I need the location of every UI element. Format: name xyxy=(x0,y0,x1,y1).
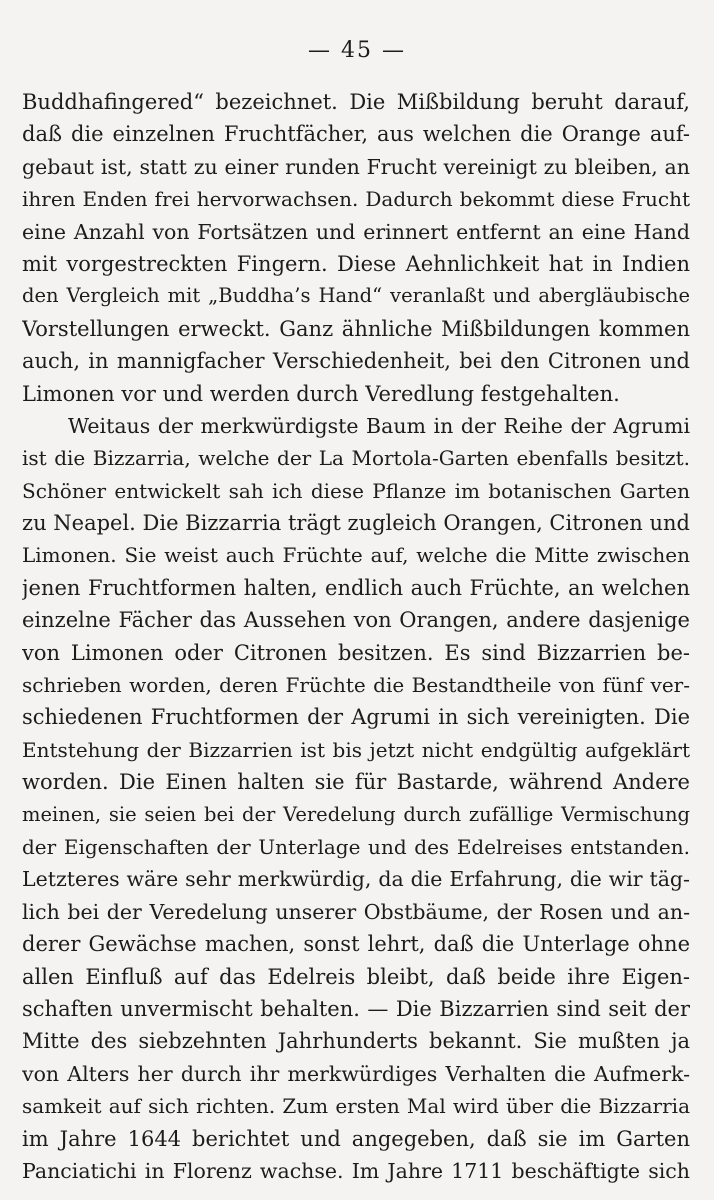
text-line: Vorstellungen erweckt. Ganz ähnliche Mißbildungen kommen xyxy=(22,316,690,341)
text-line: Entstehung der Bizzarrien ist bis jetzt nicht endgültig aufgeklärt xyxy=(22,737,690,762)
text-line: schaften unvermischt behalten. — Die Bizzarrien sind seit der xyxy=(22,996,690,1021)
text-line: daß die einzelnen Fruchtfächer, aus welchen die Orange auf- xyxy=(22,122,690,147)
text-line: zu Neapel. Die Bizzarria trägt zugleich Orangen, Citronen und xyxy=(22,511,690,536)
text-line: auch, in mannigfacher Verschiedenheit, bei den Citronen und xyxy=(22,349,690,374)
text-line: lich bei der Veredelung unserer Obstbäume, der Rosen und an- xyxy=(22,899,690,924)
text-line: von Alters her durch ihr merkwürdiges Verhalten die Aufmerk- xyxy=(22,1061,690,1086)
page-number: — 45 — xyxy=(308,38,406,63)
text-line: Limonen. Sie weist auch Früchte auf, welche die Mitte zwischen xyxy=(22,543,690,568)
text-line: mit vorgestreckten Fingern. Diese Aehnlichkeit hat in Indien xyxy=(22,251,690,276)
text-line: Letzteres wäre sehr merkwürdig, da die Erfahrung, die wir täg- xyxy=(22,867,690,892)
text-line: schiedenen Fruchtformen der Agrumi in sich vereinigten. Die xyxy=(22,705,690,730)
text-line: eine Anzahl von Fortsätzen und erinnert entfernt an eine Hand xyxy=(22,219,690,244)
text-line: gebaut ist, statt zu einer runden Frucht vereinigt zu bleiben, an xyxy=(22,154,690,179)
text-line: von Limonen oder Citronen besitzen. Es sind Bizzarrien be- xyxy=(22,640,690,665)
text-line: im Jahre 1644 berichtet und angegeben, daß sie im Garten xyxy=(22,1126,690,1151)
text-line: den Vergleich mit „Buddha’s Hand“ veranlaßt und abergläubische xyxy=(22,284,690,308)
text-line: meinen, sie seien bei der Veredelung durch zufällige Vermischung xyxy=(22,802,690,826)
text-line: Buddhafingered“ bezeichnet. Die Mißbildung beruht darauf, xyxy=(22,90,690,114)
text-line: allen Einfluß auf das Edelreis bleibt, daß beide ihre Eigen- xyxy=(22,964,690,989)
text-line: Limonen vor und werden durch Veredlung festgehalten. xyxy=(22,381,620,406)
text-line: einzelne Fächer das Aussehen von Orangen, andere dasjenige xyxy=(22,608,690,633)
text-line: der Eigenschaften der Unterlage und des Edelreises entstanden. xyxy=(22,834,690,859)
text-line: samkeit auf sich richten. Zum ersten Mal wird über die Bizzarria xyxy=(22,1094,690,1119)
text-line: derer Gewächse machen, sonst lehrt, daß die Unterlage ohne xyxy=(22,932,690,957)
text-line: jenen Fruchtformen halten, endlich auch Früchte, an welchen xyxy=(22,575,690,600)
text-line: worden. Die Einen halten sie für Bastarde, während Andere xyxy=(22,770,690,795)
body-text xyxy=(22,86,690,1187)
text-line: ist die Bizzarria, welche der La Mortola-Garten ebenfalls besitzt. xyxy=(22,446,690,471)
text-line: ihren Enden frei hervorwachsen. Dadurch bekommt diese Frucht xyxy=(22,187,690,212)
text-line: Mitte des siebzehnten Jahrhunderts bekannt. Sie mußten ja xyxy=(22,1029,690,1054)
text-line: schrieben worden, deren Früchte die Bestandtheile von fünf ver- xyxy=(22,673,690,698)
text-line: Weitaus der merkwürdigste Baum in der Reihe der Agrumi xyxy=(68,413,690,438)
text-line: Panciatichi in Florenz wachse. Im Jahre 1711 beschäftigte sich xyxy=(22,1158,690,1183)
text-line: Schöner entwickelt sah ich diese Pflanze im botanischen Garten xyxy=(22,478,690,503)
